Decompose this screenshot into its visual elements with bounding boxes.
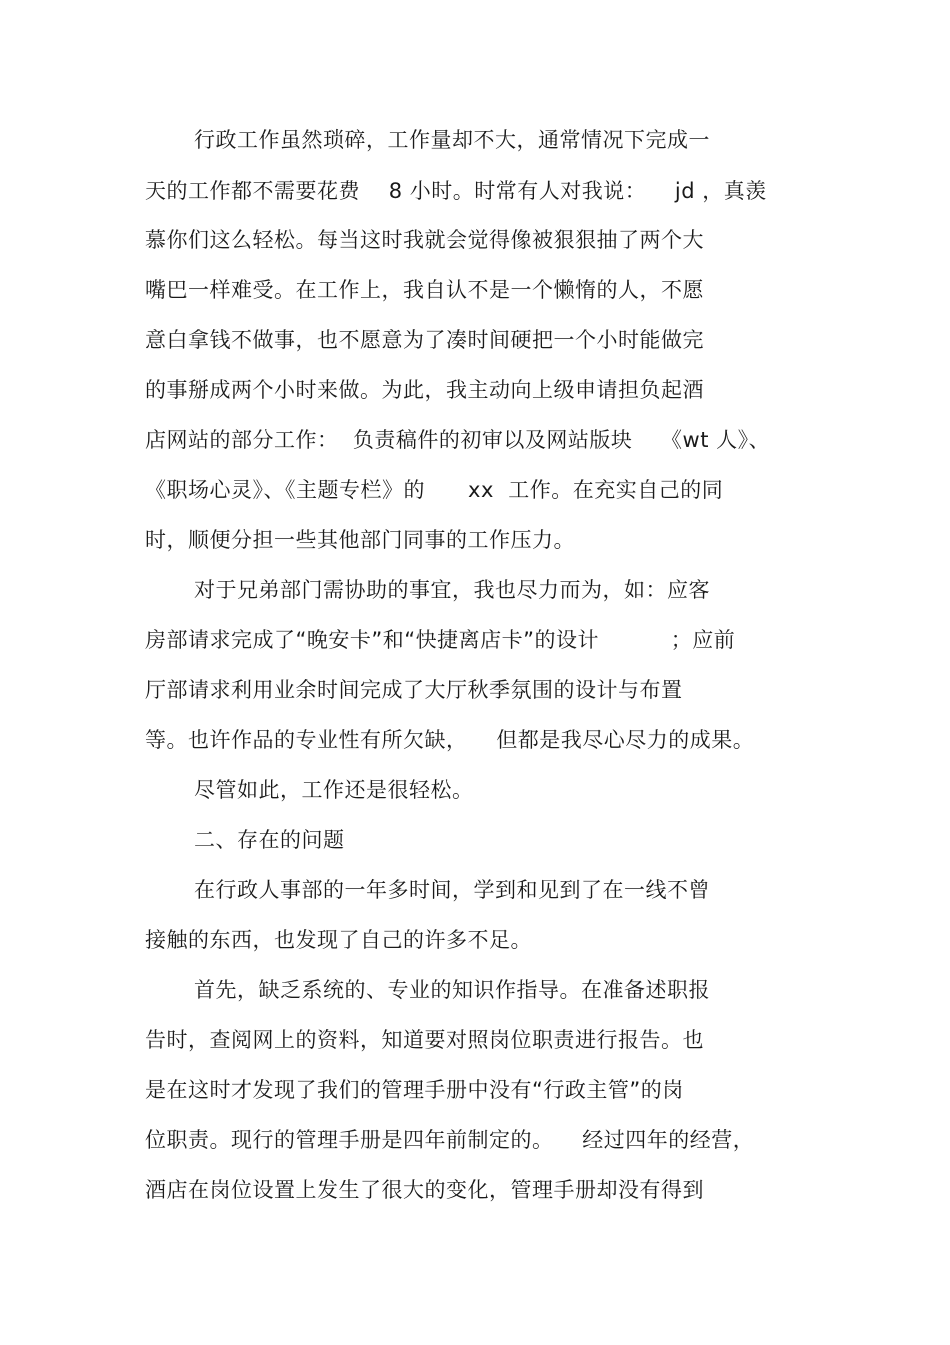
text-line: 接触的东西，也发现了自己的许多不足。 xyxy=(145,928,532,952)
text-line: 尽管如此，工作还是很轻松。 xyxy=(194,778,474,802)
text-line: 嘴巴一样难受。在工作上，我自认不是一个懒惰的人，不愿 xyxy=(145,278,704,302)
text-line: 位职责。现行的管理手册是四年前制定的。 经过四年的经营， xyxy=(145,1128,755,1152)
section-heading: 二、存在的问题 xyxy=(194,828,345,852)
text-line: 告时，查阅网上的资料，知道要对照岗位职责进行报告。也 xyxy=(145,1028,704,1052)
text-line: 天的工作都不需要花费 8 小时。时常有人对我说： jd ，真羡 xyxy=(145,179,767,203)
text-line: 行政工作虽然琐碎，工作量却不大，通常情况下完成一 xyxy=(194,128,710,152)
text-line: 店网站的部分工作： 负责稿件的初审以及网站版块 《wt 人》、 xyxy=(145,428,771,452)
text-line: 房部请求完成了“晚安卡”和“快捷离店卡”的设计 ；应前 xyxy=(145,628,736,652)
text-line: 厅部请求利用业余时间完成了大厅秋季氛围的设计与布置 xyxy=(145,678,683,702)
text-line: 对于兄弟部门需协助的事宜，我也尽力而为，如：应客 xyxy=(194,578,710,602)
text-line: 慕你们这么轻松。每当这时我就会觉得像被狠狠抽了两个大 xyxy=(145,228,704,252)
text-line: 的事掰成两个小时来做。为此，我主动向上级申请担负起酒 xyxy=(145,378,704,402)
text-line: 等。也许作品的专业性有所欠缺， 但都是我尽心尽力的成果。 xyxy=(145,728,755,752)
text-line: 是在这时才发现了我们的管理手册中没有“行政主管”的岗 xyxy=(145,1078,684,1102)
text-line: 在行政人事部的一年多时间，学到和见到了在一线不曾 xyxy=(194,878,710,902)
text-line: 首先，缺乏系统的、专业的知识作指导。在准备述职报 xyxy=(194,978,710,1002)
text-line: 时，顺便分担一些其他部门同事的工作压力。 xyxy=(145,528,575,552)
text-line: 《职场心灵》、《主题专栏》的 xx 工作。在充实自己的同 xyxy=(145,478,724,502)
text-line: 意白拿钱不做事，也不愿意为了凑时间硬把一个小时能做完 xyxy=(145,328,704,352)
text-line: 酒店在岗位设置上发生了很大的变化，管理手册却没有得到 xyxy=(145,1178,704,1202)
